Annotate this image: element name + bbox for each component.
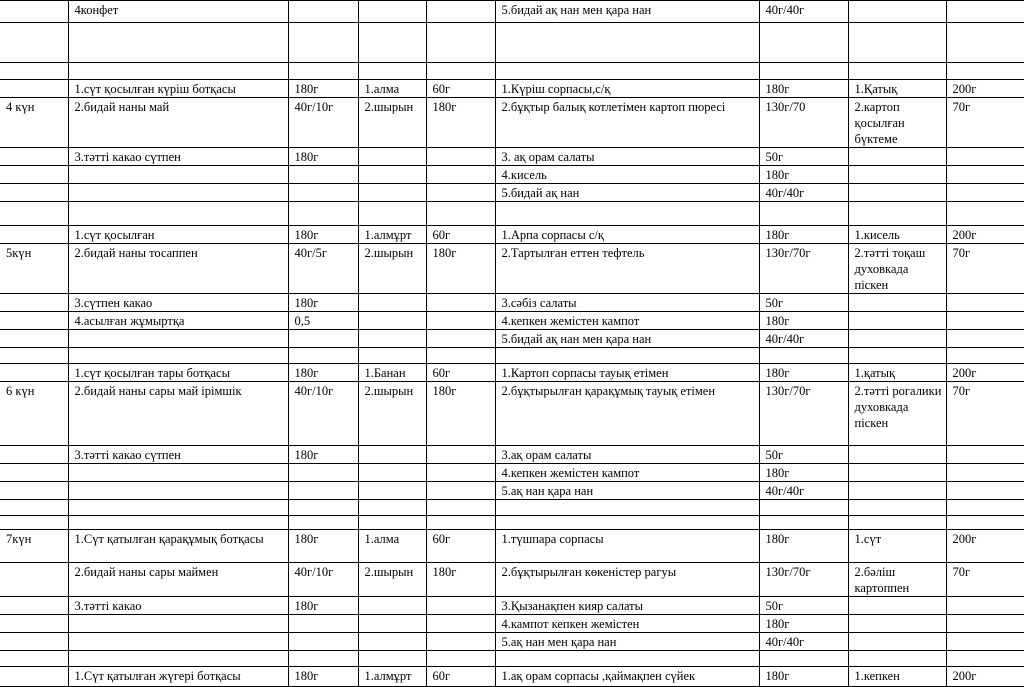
breakfast-portion-cell: 180г bbox=[288, 148, 358, 166]
snack-portion-cell bbox=[426, 184, 495, 202]
lunch-item-cell: 3.сәбіз салаты bbox=[495, 294, 759, 312]
lunch-portion-cell: 130г/70 bbox=[759, 98, 848, 148]
breakfast-portion-cell bbox=[288, 184, 358, 202]
breakfast-item-cell: 1.сүт қосылған bbox=[68, 226, 288, 244]
breakfast-portion-cell: 180г bbox=[288, 667, 358, 687]
table-row bbox=[0, 226, 1024, 244]
snack-portion-cell bbox=[426, 446, 495, 464]
afternoon-snack-portion-cell bbox=[946, 63, 1024, 80]
breakfast-portion-cell: 180г bbox=[288, 80, 358, 98]
breakfast-item-cell: 2.бидай наны сары май ірімшік bbox=[68, 382, 288, 446]
table-row bbox=[0, 98, 1024, 148]
day-cell bbox=[0, 615, 68, 633]
lunch-portion-cell: 180г bbox=[759, 464, 848, 482]
breakfast-item-cell: 4конфет bbox=[68, 1, 288, 23]
snack-portion-cell bbox=[426, 482, 495, 500]
lunch-item-cell: 1.түшпара сорпасы bbox=[495, 530, 759, 563]
lunch-portion-cell: 180г bbox=[759, 530, 848, 563]
snack-item-cell: 2.шырын bbox=[358, 244, 426, 294]
breakfast-item-cell bbox=[68, 166, 288, 184]
snack-portion-cell bbox=[426, 166, 495, 184]
breakfast-item-cell: 2.бидай наны сары маймен bbox=[68, 563, 288, 597]
lunch-portion-cell: 40г/40г bbox=[759, 1, 848, 23]
table-row bbox=[0, 597, 1024, 615]
lunch-item-cell: 5.бидай ақ нан bbox=[495, 184, 759, 202]
afternoon-snack-item-cell bbox=[848, 597, 946, 615]
snack-portion-cell: 180г bbox=[426, 563, 495, 597]
afternoon-snack-portion-cell bbox=[946, 446, 1024, 464]
afternoon-snack-item-cell bbox=[848, 516, 946, 530]
snack-portion-cell bbox=[426, 312, 495, 330]
breakfast-item-cell: 2.бидай наны тосаппен bbox=[68, 244, 288, 294]
snack-portion-cell: 60г bbox=[426, 226, 495, 244]
breakfast-portion-cell: 180г bbox=[288, 446, 358, 464]
lunch-portion-cell: 130г/70г bbox=[759, 382, 848, 446]
afternoon-snack-item-cell bbox=[848, 148, 946, 166]
breakfast-portion-cell bbox=[288, 516, 358, 530]
breakfast-portion-cell: 180г bbox=[288, 530, 358, 563]
snack-portion-cell bbox=[426, 633, 495, 651]
day-cell: 7күн bbox=[0, 530, 68, 563]
afternoon-snack-portion-cell bbox=[946, 482, 1024, 500]
afternoon-snack-portion-cell: 70г bbox=[946, 382, 1024, 446]
afternoon-snack-portion-cell: 200г bbox=[946, 530, 1024, 563]
lunch-portion-cell bbox=[759, 516, 848, 530]
afternoon-snack-portion-cell bbox=[946, 166, 1024, 184]
afternoon-snack-item-cell bbox=[848, 330, 946, 348]
snack-item-cell bbox=[358, 651, 426, 667]
breakfast-portion-cell bbox=[288, 615, 358, 633]
lunch-item-cell: 2.Тартылған еттен тефтель bbox=[495, 244, 759, 294]
day-cell bbox=[0, 226, 68, 244]
breakfast-item-cell: 3.тәтті какао сүтпен bbox=[68, 148, 288, 166]
breakfast-item-cell: 1.сүт қосылған күріш ботқасы bbox=[68, 80, 288, 98]
snack-portion-cell: 180г bbox=[426, 98, 495, 148]
snack-item-cell: 1.алмұрт bbox=[358, 667, 426, 687]
afternoon-snack-portion-cell bbox=[946, 202, 1024, 226]
afternoon-snack-item-cell bbox=[848, 312, 946, 330]
snack-portion-cell bbox=[426, 202, 495, 226]
lunch-item-cell bbox=[495, 23, 759, 63]
day-cell bbox=[0, 1, 68, 23]
menu-table-body bbox=[0, 1, 1024, 687]
afternoon-snack-item-cell bbox=[848, 23, 946, 63]
table-row bbox=[0, 80, 1024, 98]
table-row bbox=[0, 184, 1024, 202]
snack-portion-cell bbox=[426, 348, 495, 364]
day-cell bbox=[0, 330, 68, 348]
table-row bbox=[0, 312, 1024, 330]
snack-item-cell bbox=[358, 516, 426, 530]
afternoon-snack-portion-cell bbox=[946, 312, 1024, 330]
snack-portion-cell bbox=[426, 615, 495, 633]
snack-portion-cell bbox=[426, 63, 495, 80]
snack-item-cell: 2.шырын bbox=[358, 382, 426, 446]
snack-portion-cell bbox=[426, 464, 495, 482]
table-row bbox=[0, 667, 1024, 687]
snack-item-cell bbox=[358, 184, 426, 202]
lunch-item-cell bbox=[495, 63, 759, 80]
breakfast-portion-cell bbox=[288, 63, 358, 80]
table-row bbox=[0, 464, 1024, 482]
day-cell: 5күн bbox=[0, 244, 68, 294]
lunch-portion-cell: 40г/40г bbox=[759, 184, 848, 202]
table-row bbox=[0, 23, 1024, 63]
breakfast-portion-cell bbox=[288, 1, 358, 23]
day-cell bbox=[0, 597, 68, 615]
table-row bbox=[0, 482, 1024, 500]
day-cell bbox=[0, 563, 68, 597]
afternoon-snack-portion-cell bbox=[946, 516, 1024, 530]
snack-portion-cell bbox=[426, 597, 495, 615]
afternoon-snack-item-cell bbox=[848, 202, 946, 226]
afternoon-snack-item-cell bbox=[848, 500, 946, 516]
breakfast-portion-cell bbox=[288, 651, 358, 667]
snack-item-cell bbox=[358, 633, 426, 651]
afternoon-snack-portion-cell bbox=[946, 330, 1024, 348]
afternoon-snack-item-cell bbox=[848, 166, 946, 184]
breakfast-item-cell bbox=[68, 184, 288, 202]
afternoon-snack-portion-cell: 70г bbox=[946, 244, 1024, 294]
snack-item-cell: 1.Банан bbox=[358, 364, 426, 382]
snack-item-cell bbox=[358, 294, 426, 312]
breakfast-item-cell bbox=[68, 615, 288, 633]
snack-item-cell: 1.алма bbox=[358, 80, 426, 98]
afternoon-snack-portion-cell bbox=[946, 651, 1024, 667]
afternoon-snack-portion-cell bbox=[946, 184, 1024, 202]
table-row bbox=[0, 330, 1024, 348]
day-cell bbox=[0, 148, 68, 166]
breakfast-portion-cell bbox=[288, 202, 358, 226]
day-cell bbox=[0, 202, 68, 226]
snack-item-cell: 1.алма bbox=[358, 530, 426, 563]
breakfast-item-cell bbox=[68, 651, 288, 667]
afternoon-snack-portion-cell: 200г bbox=[946, 226, 1024, 244]
afternoon-snack-portion-cell: 200г bbox=[946, 667, 1024, 687]
breakfast-item-cell: 1.Сүт қатылған жүгері ботқасы bbox=[68, 667, 288, 687]
breakfast-item-cell: 4.асылған жұмыртқа bbox=[68, 312, 288, 330]
lunch-portion-cell: 130г/70г bbox=[759, 244, 848, 294]
breakfast-item-cell: 3.тәтті какао bbox=[68, 597, 288, 615]
snack-item-cell bbox=[358, 148, 426, 166]
day-cell bbox=[0, 651, 68, 667]
afternoon-snack-item-cell bbox=[848, 482, 946, 500]
breakfast-item-cell bbox=[68, 202, 288, 226]
lunch-portion-cell bbox=[759, 23, 848, 63]
afternoon-snack-item-cell bbox=[848, 615, 946, 633]
lunch-item-cell: 1.ақ орам сорпасы ,қаймақпен сүйек bbox=[495, 667, 759, 687]
lunch-item-cell bbox=[495, 202, 759, 226]
breakfast-item-cell: 2.бидай наны май bbox=[68, 98, 288, 148]
breakfast-item-cell bbox=[68, 348, 288, 364]
lunch-portion-cell: 180г bbox=[759, 615, 848, 633]
afternoon-snack-portion-cell bbox=[946, 23, 1024, 63]
afternoon-snack-portion-cell bbox=[946, 500, 1024, 516]
day-cell bbox=[0, 80, 68, 98]
afternoon-snack-item-cell: 1.сүт bbox=[848, 530, 946, 563]
afternoon-snack-portion-cell: 70г bbox=[946, 563, 1024, 597]
breakfast-item-cell bbox=[68, 633, 288, 651]
afternoon-snack-item-cell bbox=[848, 446, 946, 464]
snack-portion-cell bbox=[426, 500, 495, 516]
afternoon-snack-item-cell bbox=[848, 63, 946, 80]
table-row bbox=[0, 530, 1024, 563]
snack-portion-cell: 180г bbox=[426, 244, 495, 294]
snack-portion-cell bbox=[426, 651, 495, 667]
lunch-item-cell: 3. ақ орам салаты bbox=[495, 148, 759, 166]
lunch-item-cell: 2.бұқтыр балық котлетімен картоп пюресі bbox=[495, 98, 759, 148]
lunch-portion-cell: 180г bbox=[759, 226, 848, 244]
breakfast-item-cell bbox=[68, 500, 288, 516]
snack-item-cell: 2.шырын bbox=[358, 563, 426, 597]
lunch-item-cell: 1.Арпа сорпасы с/қ bbox=[495, 226, 759, 244]
snack-portion-cell bbox=[426, 23, 495, 63]
table-row bbox=[0, 348, 1024, 364]
breakfast-item-cell: 1.сүт қосылған тары ботқасы bbox=[68, 364, 288, 382]
snack-item-cell bbox=[358, 330, 426, 348]
breakfast-portion-cell bbox=[288, 330, 358, 348]
afternoon-snack-item-cell bbox=[848, 651, 946, 667]
breakfast-item-cell bbox=[68, 23, 288, 63]
day-cell bbox=[0, 500, 68, 516]
table-row bbox=[0, 563, 1024, 597]
table-row bbox=[0, 446, 1024, 464]
breakfast-item-cell bbox=[68, 516, 288, 530]
lunch-item-cell: 4.кисель bbox=[495, 166, 759, 184]
breakfast-item-cell bbox=[68, 464, 288, 482]
table-row bbox=[0, 63, 1024, 80]
snack-portion-cell bbox=[426, 1, 495, 23]
snack-item-cell bbox=[358, 482, 426, 500]
breakfast-portion-cell: 40г/10г bbox=[288, 98, 358, 148]
afternoon-snack-item-cell: 2.тәтті рогалики духовкада піскен bbox=[848, 382, 946, 446]
table-row bbox=[0, 1, 1024, 23]
lunch-item-cell: 3.Қызанақпен кияр салаты bbox=[495, 597, 759, 615]
lunch-portion-cell: 50г bbox=[759, 446, 848, 464]
lunch-portion-cell bbox=[759, 348, 848, 364]
day-cell bbox=[0, 464, 68, 482]
lunch-portion-cell bbox=[759, 202, 848, 226]
breakfast-portion-cell: 180г bbox=[288, 226, 358, 244]
lunch-portion-cell: 130г/70г bbox=[759, 563, 848, 597]
afternoon-snack-portion-cell bbox=[946, 348, 1024, 364]
snack-item-cell bbox=[358, 348, 426, 364]
snack-portion-cell: 180г bbox=[426, 382, 495, 446]
lunch-portion-cell: 50г bbox=[759, 148, 848, 166]
day-cell: 4 күн bbox=[0, 98, 68, 148]
table-row bbox=[0, 382, 1024, 446]
snack-item-cell bbox=[358, 23, 426, 63]
snack-portion-cell bbox=[426, 294, 495, 312]
lunch-portion-cell bbox=[759, 500, 848, 516]
breakfast-portion-cell: 180г bbox=[288, 294, 358, 312]
day-cell bbox=[0, 23, 68, 63]
snack-item-cell bbox=[358, 464, 426, 482]
afternoon-snack-item-cell bbox=[848, 633, 946, 651]
afternoon-snack-item-cell: 1.Қатық bbox=[848, 80, 946, 98]
snack-item-cell: 1.алмұрт bbox=[358, 226, 426, 244]
afternoon-snack-portion-cell bbox=[946, 633, 1024, 651]
snack-portion-cell bbox=[426, 516, 495, 530]
day-cell bbox=[0, 312, 68, 330]
lunch-portion-cell bbox=[759, 63, 848, 80]
afternoon-snack-portion-cell: 200г bbox=[946, 80, 1024, 98]
breakfast-portion-cell: 40г/10г bbox=[288, 563, 358, 597]
afternoon-snack-item-cell: 2.тәтті тоқаш духовкада піскен bbox=[848, 244, 946, 294]
lunch-portion-cell: 40г/40г bbox=[759, 633, 848, 651]
afternoon-snack-item-cell: 1.кисель bbox=[848, 226, 946, 244]
afternoon-snack-item-cell bbox=[848, 464, 946, 482]
lunch-item-cell: 2.бұқтырылған көкеністер рагуы bbox=[495, 563, 759, 597]
lunch-item-cell bbox=[495, 500, 759, 516]
lunch-portion-cell: 180г bbox=[759, 166, 848, 184]
table-row bbox=[0, 294, 1024, 312]
afternoon-snack-item-cell bbox=[848, 294, 946, 312]
afternoon-snack-portion-cell bbox=[946, 294, 1024, 312]
snack-item-cell: 2.шырын bbox=[358, 98, 426, 148]
afternoon-snack-portion-cell bbox=[946, 464, 1024, 482]
lunch-portion-cell: 50г bbox=[759, 294, 848, 312]
afternoon-snack-item-cell: 2.картоп қосылған бүктеме bbox=[848, 98, 946, 148]
lunch-portion-cell: 180г bbox=[759, 312, 848, 330]
day-cell bbox=[0, 633, 68, 651]
lunch-item-cell: 1.Күріш сорпасы,с/қ bbox=[495, 80, 759, 98]
breakfast-item-cell bbox=[68, 482, 288, 500]
table-row bbox=[0, 651, 1024, 667]
snack-item-cell bbox=[358, 615, 426, 633]
afternoon-snack-item-cell: 2.бәліш картоппен bbox=[848, 563, 946, 597]
breakfast-portion-cell bbox=[288, 23, 358, 63]
snack-portion-cell: 60г bbox=[426, 530, 495, 563]
afternoon-snack-item-cell: 1.кепкен bbox=[848, 667, 946, 687]
snack-portion-cell: 60г bbox=[426, 667, 495, 687]
snack-item-cell bbox=[358, 500, 426, 516]
lunch-item-cell: 3.ақ орам салаты bbox=[495, 446, 759, 464]
lunch-portion-cell: 180г bbox=[759, 364, 848, 382]
breakfast-portion-cell: 180г bbox=[288, 364, 358, 382]
lunch-portion-cell: 40г/40г bbox=[759, 482, 848, 500]
breakfast-portion-cell: 180г bbox=[288, 597, 358, 615]
snack-item-cell bbox=[358, 166, 426, 184]
lunch-portion-cell: 40г/40г bbox=[759, 330, 848, 348]
day-cell bbox=[0, 63, 68, 80]
table-row bbox=[0, 166, 1024, 184]
afternoon-snack-portion-cell bbox=[946, 597, 1024, 615]
day-cell bbox=[0, 294, 68, 312]
breakfast-portion-cell bbox=[288, 464, 358, 482]
snack-item-cell bbox=[358, 1, 426, 23]
day-cell bbox=[0, 667, 68, 687]
afternoon-snack-item-cell bbox=[848, 1, 946, 23]
breakfast-portion-cell bbox=[288, 348, 358, 364]
day-cell bbox=[0, 516, 68, 530]
table-row bbox=[0, 500, 1024, 516]
afternoon-snack-portion-cell bbox=[946, 615, 1024, 633]
lunch-item-cell bbox=[495, 516, 759, 530]
table-row bbox=[0, 202, 1024, 226]
lunch-portion-cell bbox=[759, 651, 848, 667]
lunch-item-cell bbox=[495, 651, 759, 667]
lunch-item-cell: 4.кепкен жемістен кампот bbox=[495, 464, 759, 482]
snack-item-cell bbox=[358, 202, 426, 226]
breakfast-portion-cell bbox=[288, 166, 358, 184]
day-cell bbox=[0, 166, 68, 184]
lunch-item-cell: 2.бұқтырылған қарақұмық тауық етімен bbox=[495, 382, 759, 446]
breakfast-portion-cell bbox=[288, 633, 358, 651]
afternoon-snack-item-cell bbox=[848, 184, 946, 202]
lunch-item-cell: 4.кепкен жемістен кампот bbox=[495, 312, 759, 330]
breakfast-item-cell: 1.Сүт қатылған қарақұмық ботқасы bbox=[68, 530, 288, 563]
afternoon-snack-item-cell bbox=[848, 348, 946, 364]
snack-portion-cell bbox=[426, 148, 495, 166]
lunch-item-cell: 5.бидай ақ нан мен қара нан bbox=[495, 330, 759, 348]
breakfast-item-cell: 3.тәтті какао сүтпен bbox=[68, 446, 288, 464]
breakfast-portion-cell bbox=[288, 500, 358, 516]
afternoon-snack-portion-cell bbox=[946, 148, 1024, 166]
lunch-item-cell: 5.бидай ақ нан мен қара нан bbox=[495, 1, 759, 23]
breakfast-portion-cell: 40г/10г bbox=[288, 382, 358, 446]
day-cell bbox=[0, 482, 68, 500]
table-row bbox=[0, 633, 1024, 651]
table-row bbox=[0, 364, 1024, 382]
lunch-item-cell: 5.ақ нан мен қара нан bbox=[495, 633, 759, 651]
snack-portion-cell: 60г bbox=[426, 364, 495, 382]
table-row bbox=[0, 244, 1024, 294]
afternoon-snack-portion-cell bbox=[946, 1, 1024, 23]
day-cell bbox=[0, 446, 68, 464]
afternoon-snack-portion-cell: 70г bbox=[946, 98, 1024, 148]
day-cell bbox=[0, 348, 68, 364]
table-row bbox=[0, 615, 1024, 633]
breakfast-portion-cell: 40г/5г bbox=[288, 244, 358, 294]
snack-item-cell bbox=[358, 63, 426, 80]
breakfast-item-cell bbox=[68, 330, 288, 348]
breakfast-portion-cell bbox=[288, 482, 358, 500]
lunch-portion-cell: 180г bbox=[759, 667, 848, 687]
lunch-item-cell: 5.ақ нан қара нан bbox=[495, 482, 759, 500]
afternoon-snack-item-cell: 1.қатық bbox=[848, 364, 946, 382]
lunch-item-cell: 1.Картоп сорпасы тауық етімен bbox=[495, 364, 759, 382]
snack-item-cell bbox=[358, 597, 426, 615]
table-row bbox=[0, 148, 1024, 166]
afternoon-snack-portion-cell: 200г bbox=[946, 364, 1024, 382]
lunch-portion-cell: 50г bbox=[759, 597, 848, 615]
breakfast-item-cell bbox=[68, 63, 288, 80]
lunch-item-cell: 4.кампот кепкен жемістен bbox=[495, 615, 759, 633]
lunch-portion-cell: 180г bbox=[759, 80, 848, 98]
snack-item-cell bbox=[358, 446, 426, 464]
day-cell bbox=[0, 184, 68, 202]
snack-item-cell bbox=[358, 312, 426, 330]
table-row bbox=[0, 516, 1024, 530]
lunch-item-cell bbox=[495, 348, 759, 364]
day-cell bbox=[0, 364, 68, 382]
snack-portion-cell: 60г bbox=[426, 80, 495, 98]
day-cell: 6 күн bbox=[0, 382, 68, 446]
breakfast-item-cell: 3.сүтпен какао bbox=[68, 294, 288, 312]
breakfast-portion-cell: 0,5 bbox=[288, 312, 358, 330]
snack-portion-cell bbox=[426, 330, 495, 348]
